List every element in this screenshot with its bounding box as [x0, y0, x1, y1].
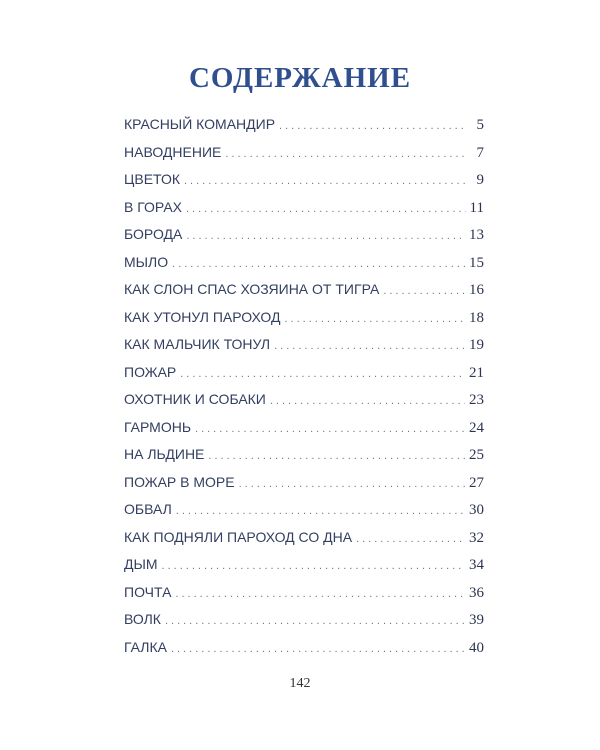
dot-leader: [175, 588, 465, 600]
toc-entry-page: 18: [469, 309, 484, 326]
toc-entry: [124, 144, 484, 172]
toc-entry-page: 11: [469, 199, 484, 216]
toc-entry-page: 27: [469, 474, 484, 491]
toc-entry: [124, 116, 484, 144]
dot-leader: [171, 643, 465, 655]
toc-entry-title: НАВОДНЕНИЕ: [124, 143, 222, 160]
dot-leader: [383, 285, 465, 297]
toc-entry-title: ОХОТНИК И СОБАКИ: [124, 391, 266, 407]
toc-entry-title: КАК УТОНУЛ ПАРОХОД: [124, 308, 281, 325]
toc-entry: [124, 501, 484, 529]
toc-entry-page: 24: [469, 419, 484, 436]
dot-leader: [180, 368, 465, 380]
toc-entry-title: КРАСНЫЙ КОМАНДИР: [124, 116, 276, 132]
toc-entry-page: 19: [469, 337, 484, 353]
dot-leader: [208, 450, 465, 462]
dot-leader: [186, 230, 465, 242]
toc-entry: [124, 364, 484, 392]
toc-entry-page: 25: [469, 447, 484, 463]
toc-entry-page: 40: [469, 639, 484, 656]
dot-leader: [225, 148, 466, 160]
toc-entry: [124, 309, 484, 337]
dot-leader: [186, 203, 466, 215]
dot-leader: [274, 340, 465, 352]
toc-entry-title: НА ЛЬДИНЕ: [124, 446, 205, 462]
toc-entry-title: ПОЧТА: [124, 583, 172, 600]
dot-leader: [172, 258, 465, 270]
toc-entry: [124, 611, 484, 639]
dot-leader: [165, 615, 465, 627]
toc-entry-title: ОБВАЛ: [124, 501, 172, 517]
toc-entry-page: 32: [469, 529, 484, 546]
toc-entry-title: В ГОРАХ: [124, 198, 182, 215]
toc-entry: [124, 336, 484, 364]
toc-entry-page: 9: [476, 172, 484, 188]
toc-entry: [124, 254, 484, 282]
toc-entry-title: МЫЛО: [124, 253, 169, 270]
toc-entry-page: 5: [476, 117, 484, 133]
page-number: 142: [289, 676, 311, 691]
toc-entry: [124, 226, 484, 254]
toc-entry-title: ГАЛКА: [124, 638, 167, 655]
toc-entry-page: 7: [476, 144, 484, 161]
toc-entry-title: ЦВЕТОК: [124, 171, 180, 187]
toc-entry: [124, 281, 484, 309]
toc-entry-page: 16: [469, 282, 484, 298]
dot-leader: [162, 560, 465, 572]
toc-entry-page: 34: [469, 557, 484, 573]
toc-entry-page: 13: [469, 227, 484, 243]
toc-entry: [124, 419, 484, 447]
toc-entry: [124, 446, 484, 474]
toc-entry: [124, 529, 484, 557]
toc-entry: [124, 556, 484, 584]
dot-leader: [176, 505, 465, 517]
toc-entry-title: КАК СЛОН СПАС ХОЗЯИНА ОТ ТИГРА: [124, 281, 380, 297]
dot-leader: [356, 533, 465, 545]
toc-entry: [124, 474, 484, 502]
dot-leader: [285, 313, 466, 325]
toc-entry: [124, 391, 484, 419]
toc-entry-page: 39: [469, 612, 484, 628]
toc-entry-title: ПОЖАР В МОРЕ: [124, 473, 235, 490]
toc-entry: [124, 639, 484, 667]
toc-entry-title: БОРОДА: [124, 226, 183, 242]
toc-entry-title: ВОЛК: [124, 611, 161, 627]
dot-leader: [195, 423, 465, 435]
toc-entry: [124, 199, 484, 227]
toc-entry-title: КАК ПОДНЯЛИ ПАРОХОД СО ДНА: [124, 528, 353, 545]
page-title: СОДЕРЖАНИЕ: [188, 62, 412, 94]
toc-entry-page: 23: [469, 392, 484, 408]
toc-entry-page: 30: [469, 502, 484, 518]
toc-entry-title: КАК МАЛЬЧИК ТОНУЛ: [124, 336, 271, 352]
dot-leader: [239, 478, 465, 490]
toc-entry-page: 36: [469, 584, 484, 601]
toc-entry-page: 15: [469, 254, 484, 271]
toc-entry: [124, 171, 484, 199]
table-of-contents: [124, 116, 484, 666]
dot-leader: [270, 395, 465, 407]
toc-entry-page: 21: [469, 364, 484, 381]
toc-entry-title: ПОЖАР: [124, 363, 177, 380]
toc-entry-title: ГАРМОНЬ: [124, 418, 192, 435]
toc-entry: [124, 584, 484, 612]
dot-leader: [184, 175, 466, 187]
toc-entry-title: ДЫМ: [124, 556, 158, 572]
dot-leader: [279, 120, 466, 132]
